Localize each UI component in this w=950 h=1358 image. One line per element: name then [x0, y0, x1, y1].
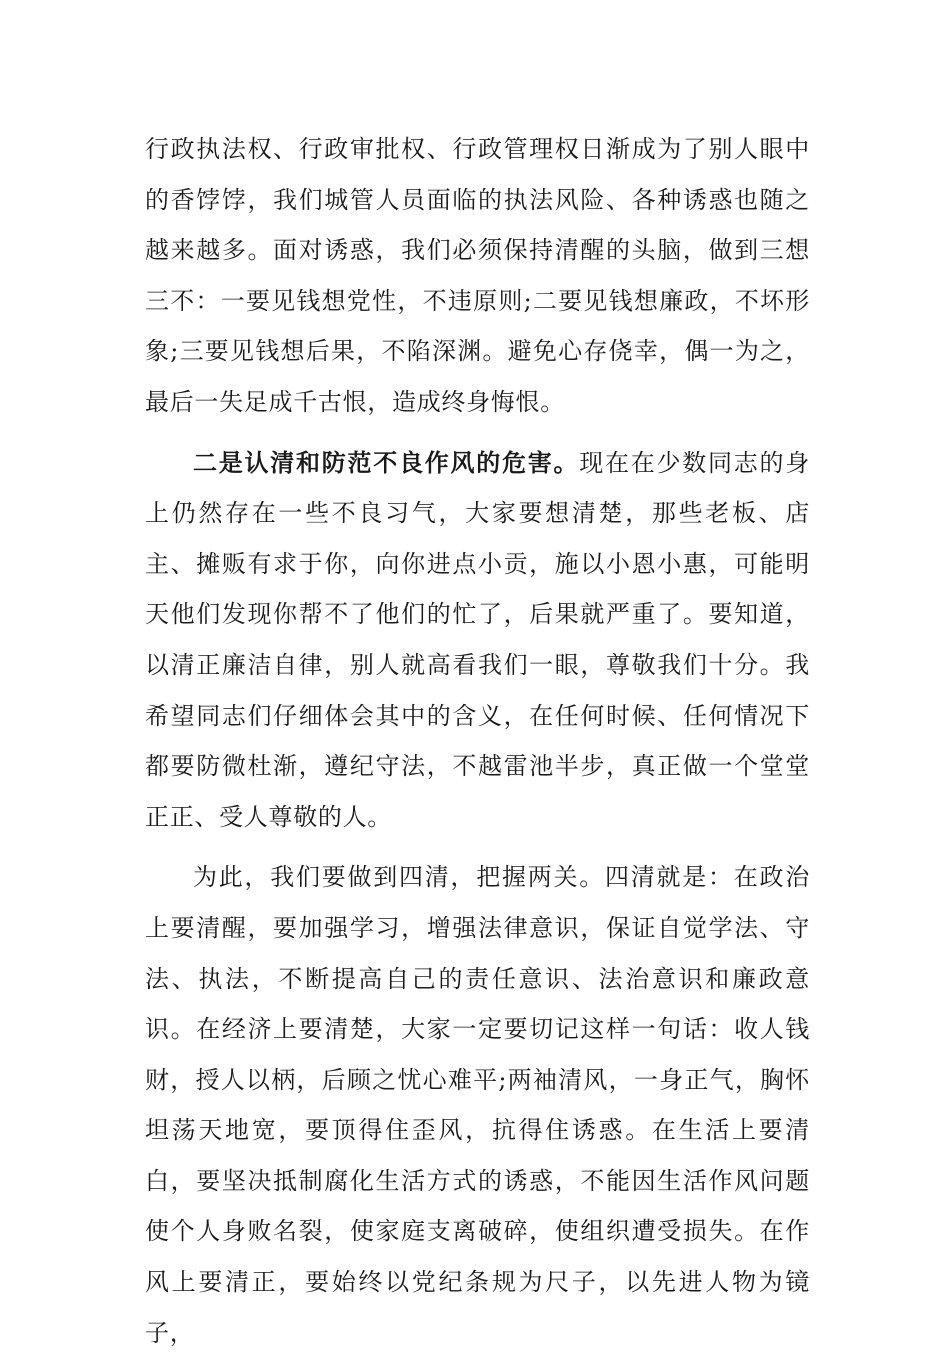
document-body [145, 124, 810, 1358]
paragraph-continuation [145, 124, 810, 428]
paragraph-lead-heading: 二是认清和防范不良作风的危害。 [193, 447, 580, 477]
paragraph-text: 现在在少数同志的身上仍然存在一些不良习气，大家要想清楚，那些老板、店主、摊贩有求于你，向你进点小贡，施以小恩小惠，可能明天他们发现你帮不了他们的忙了，后果就严重了。要知道，以清正廉洁自律，别人就高看我们一眼，尊敬我们十分。我希望同志们仔细体会其中的含义，在任何时候、任何情况下都要防微杜渐，遵纪守法，不越雷池半步，真正做一个堂堂正正、受人尊敬的人。 [145, 448, 810, 831]
paragraph-text: 行政执法权、行政审批权、行政管理权日渐成为了别人眼中的香饽饽，我们城管人员面临的执法风险、各种诱惑也随之越来越多。面对诱惑，我们必须保持清醒的头脑，做到三想三不：一要见钱想党性，不违原则;二要见钱想廉政，不坏形象;三要见钱想后果，不陷深渊。避免心存侥幸，偶一为之，最后一失足成千古恨，造成终身悔恨。 [145, 135, 810, 416]
paragraph-four-clear [145, 852, 810, 1358]
paragraph-text: 为此，我们要做到四清，把握两关。四清就是：在政治上要清醒，要加强学习，增强法律意识，保证自觉学法、守法、执法，不断提高自己的责任意识、法治意识和廉政意识。在经济上要清楚，大家一定要切记这样一句话：收人钱财，授人以柄，后顾之忧心难平;两袖清风，一身正气，胸怀坦荡天地宽，要顶得住歪风，抗得住诱惑。在生活上要清白，要坚决抵制腐化生活方式的诱惑，不能因生活作风问题使个人身败名裂，使家庭支离破碎，使组织遭受损失。在作风上要清正，要始终以党纪条规为尺子，以先进人物为镜子， [145, 863, 810, 1347]
paragraph-two-harms [145, 438, 810, 843]
